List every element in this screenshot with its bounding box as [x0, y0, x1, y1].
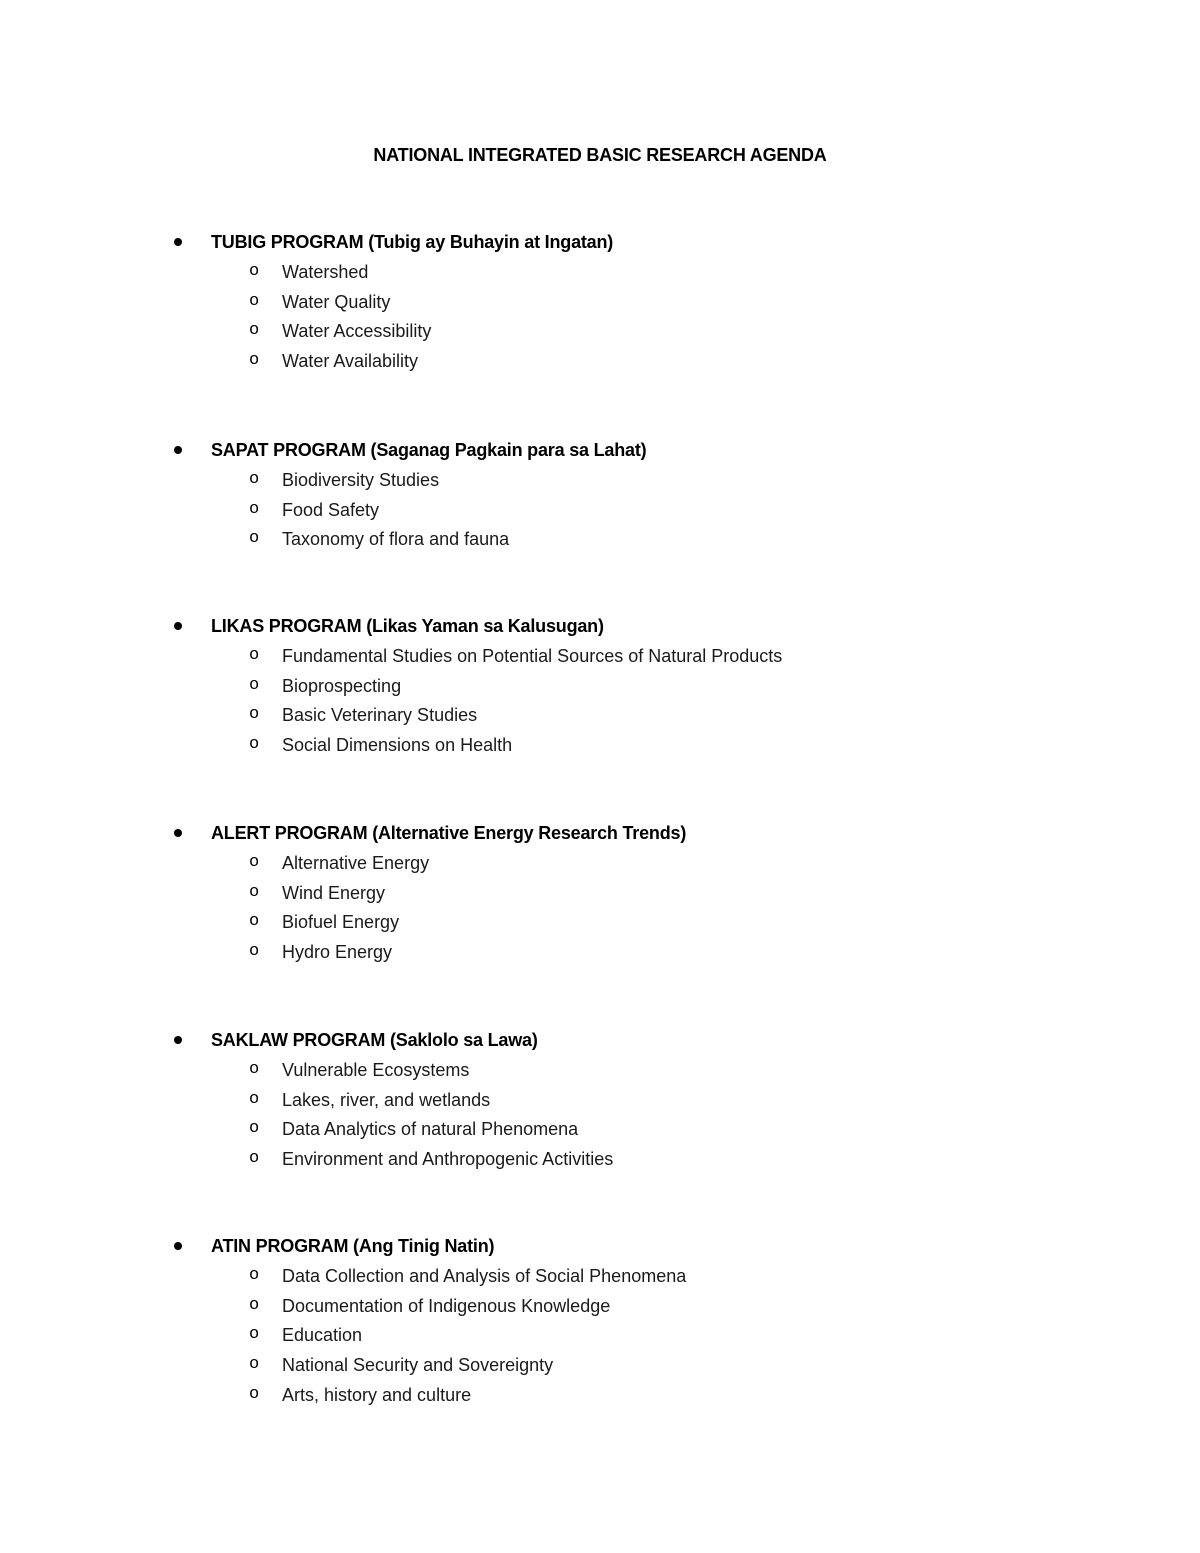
list-item	[0, 349, 1200, 379]
topic-list	[0, 468, 1200, 557]
circle-bullet-icon: o	[249, 1089, 260, 1109]
circle-bullet-icon: o	[249, 1384, 260, 1404]
list-item	[0, 319, 1200, 349]
topic-label: Food Safety	[282, 499, 380, 520]
list-item	[0, 1353, 1200, 1383]
document-title: NATIONAL INTEGRATED BASIC RESEARCH AGENDA	[373, 145, 827, 165]
topic-label: Water Quality	[282, 291, 391, 312]
topic-label: Bioprospecting	[282, 675, 402, 696]
list-item	[0, 1323, 1200, 1353]
circle-bullet-icon: o	[249, 1060, 260, 1079]
list-item	[0, 1294, 1200, 1324]
list-item	[0, 1088, 1200, 1118]
circle-bullet-icon: o	[249, 646, 260, 665]
topic-label: Hydro Energy	[282, 942, 393, 963]
circle-bullet-icon: o	[249, 499, 260, 519]
circle-bullet-icon: o	[249, 705, 260, 725]
circle-bullet-icon: o	[249, 1266, 260, 1285]
circle-bullet-icon: o	[249, 291, 260, 311]
bullet-icon	[174, 1036, 182, 1044]
list-item	[0, 260, 1200, 290]
list-item	[0, 703, 1200, 733]
topic-label: Documentation of Indigenous Knowledge	[282, 1295, 611, 1316]
bullet-icon	[174, 622, 182, 630]
circle-bullet-icon: o	[249, 1149, 260, 1169]
list-item	[0, 644, 1200, 674]
circle-bullet-icon: o	[249, 262, 260, 281]
list-item	[0, 851, 1200, 881]
topic-label: Environment and Anthropogenic Activities	[282, 1149, 614, 1170]
list-item	[0, 674, 1200, 704]
topic-list	[0, 260, 1200, 379]
circle-bullet-icon: o	[249, 1355, 260, 1375]
program-title: SAPAT PROGRAM (Saganag Pagkain para sa Lahat)	[211, 440, 647, 460]
list-item	[0, 940, 1200, 970]
circle-bullet-icon: o	[249, 675, 260, 695]
list-item	[0, 1147, 1200, 1177]
list-item	[0, 733, 1200, 763]
topic-label: Watershed	[282, 262, 369, 282]
program-title: TUBIG PROGRAM (Tubig ay Buhayin at Ingatan)	[211, 232, 614, 252]
list-item	[0, 527, 1200, 557]
program-title: ALERT PROGRAM (Alternative Energy Research Trends)	[211, 823, 687, 843]
circle-bullet-icon: o	[249, 1119, 260, 1139]
program-heading	[0, 1234, 1200, 1258]
list-item	[0, 468, 1200, 498]
circle-bullet-icon: o	[249, 853, 260, 872]
list-item	[0, 881, 1200, 911]
bullet-icon	[174, 238, 182, 246]
topic-label: Data Analytics of natural Phenomena	[282, 1119, 579, 1140]
program-title: ATIN PROGRAM (Ang Tinig Natin)	[211, 1236, 495, 1256]
circle-bullet-icon: o	[249, 529, 260, 549]
bullet-icon	[174, 446, 182, 454]
circle-bullet-icon: o	[249, 351, 260, 371]
topic-list	[0, 1058, 1200, 1177]
topic-label: Biofuel Energy	[282, 912, 400, 933]
program-heading	[0, 1028, 1200, 1052]
topic-label: Vulnerable Ecosystems	[282, 1060, 470, 1080]
topic-label: Arts, history and culture	[282, 1384, 472, 1405]
program-heading	[0, 821, 1200, 845]
topic-label: National Security and Sovereignty	[282, 1355, 554, 1376]
circle-bullet-icon: o	[249, 882, 260, 902]
topic-label: Water Availability	[282, 351, 419, 372]
circle-bullet-icon: o	[249, 1325, 260, 1345]
topic-label: Water Accessibility	[282, 321, 432, 342]
program-heading	[0, 438, 1200, 462]
circle-bullet-icon: o	[249, 912, 260, 932]
circle-bullet-icon: o	[249, 321, 260, 341]
list-item	[0, 1117, 1200, 1147]
list-item	[0, 1264, 1200, 1294]
circle-bullet-icon: o	[249, 1295, 260, 1315]
topic-list	[0, 644, 1200, 763]
bullet-icon	[174, 829, 182, 837]
bullet-icon	[174, 1242, 182, 1250]
topic-label: Social Dimensions on Health	[282, 735, 513, 756]
topic-label: Education	[282, 1325, 363, 1346]
topic-label: Data Collection and Analysis of Social Phenomena	[282, 1266, 687, 1286]
topic-label: Biodiversity Studies	[282, 470, 440, 490]
topic-label: Alternative Energy	[282, 853, 430, 873]
topic-list	[0, 851, 1200, 970]
topic-label: Lakes, river, and wetlands	[282, 1089, 491, 1110]
circle-bullet-icon: o	[249, 735, 260, 755]
circle-bullet-icon: o	[249, 942, 260, 962]
topic-list	[0, 1264, 1200, 1412]
program-title: LIKAS PROGRAM (Likas Yaman sa Kalusugan)	[211, 616, 604, 636]
program-heading	[0, 614, 1200, 638]
list-item	[0, 910, 1200, 940]
list-item	[0, 498, 1200, 528]
list-item	[0, 1058, 1200, 1088]
topic-label: Taxonomy of flora and fauna	[282, 529, 510, 550]
topic-label: Wind Energy	[282, 882, 386, 903]
program-title: SAKLAW PROGRAM (Saklolo sa Lawa)	[211, 1030, 538, 1050]
list-item	[0, 290, 1200, 320]
topic-label: Fundamental Studies on Potential Sources of Natural Products	[282, 646, 783, 666]
list-item	[0, 1383, 1200, 1413]
program-heading	[0, 230, 1200, 254]
topic-label: Basic Veterinary Studies	[282, 705, 478, 726]
circle-bullet-icon: o	[249, 470, 260, 489]
